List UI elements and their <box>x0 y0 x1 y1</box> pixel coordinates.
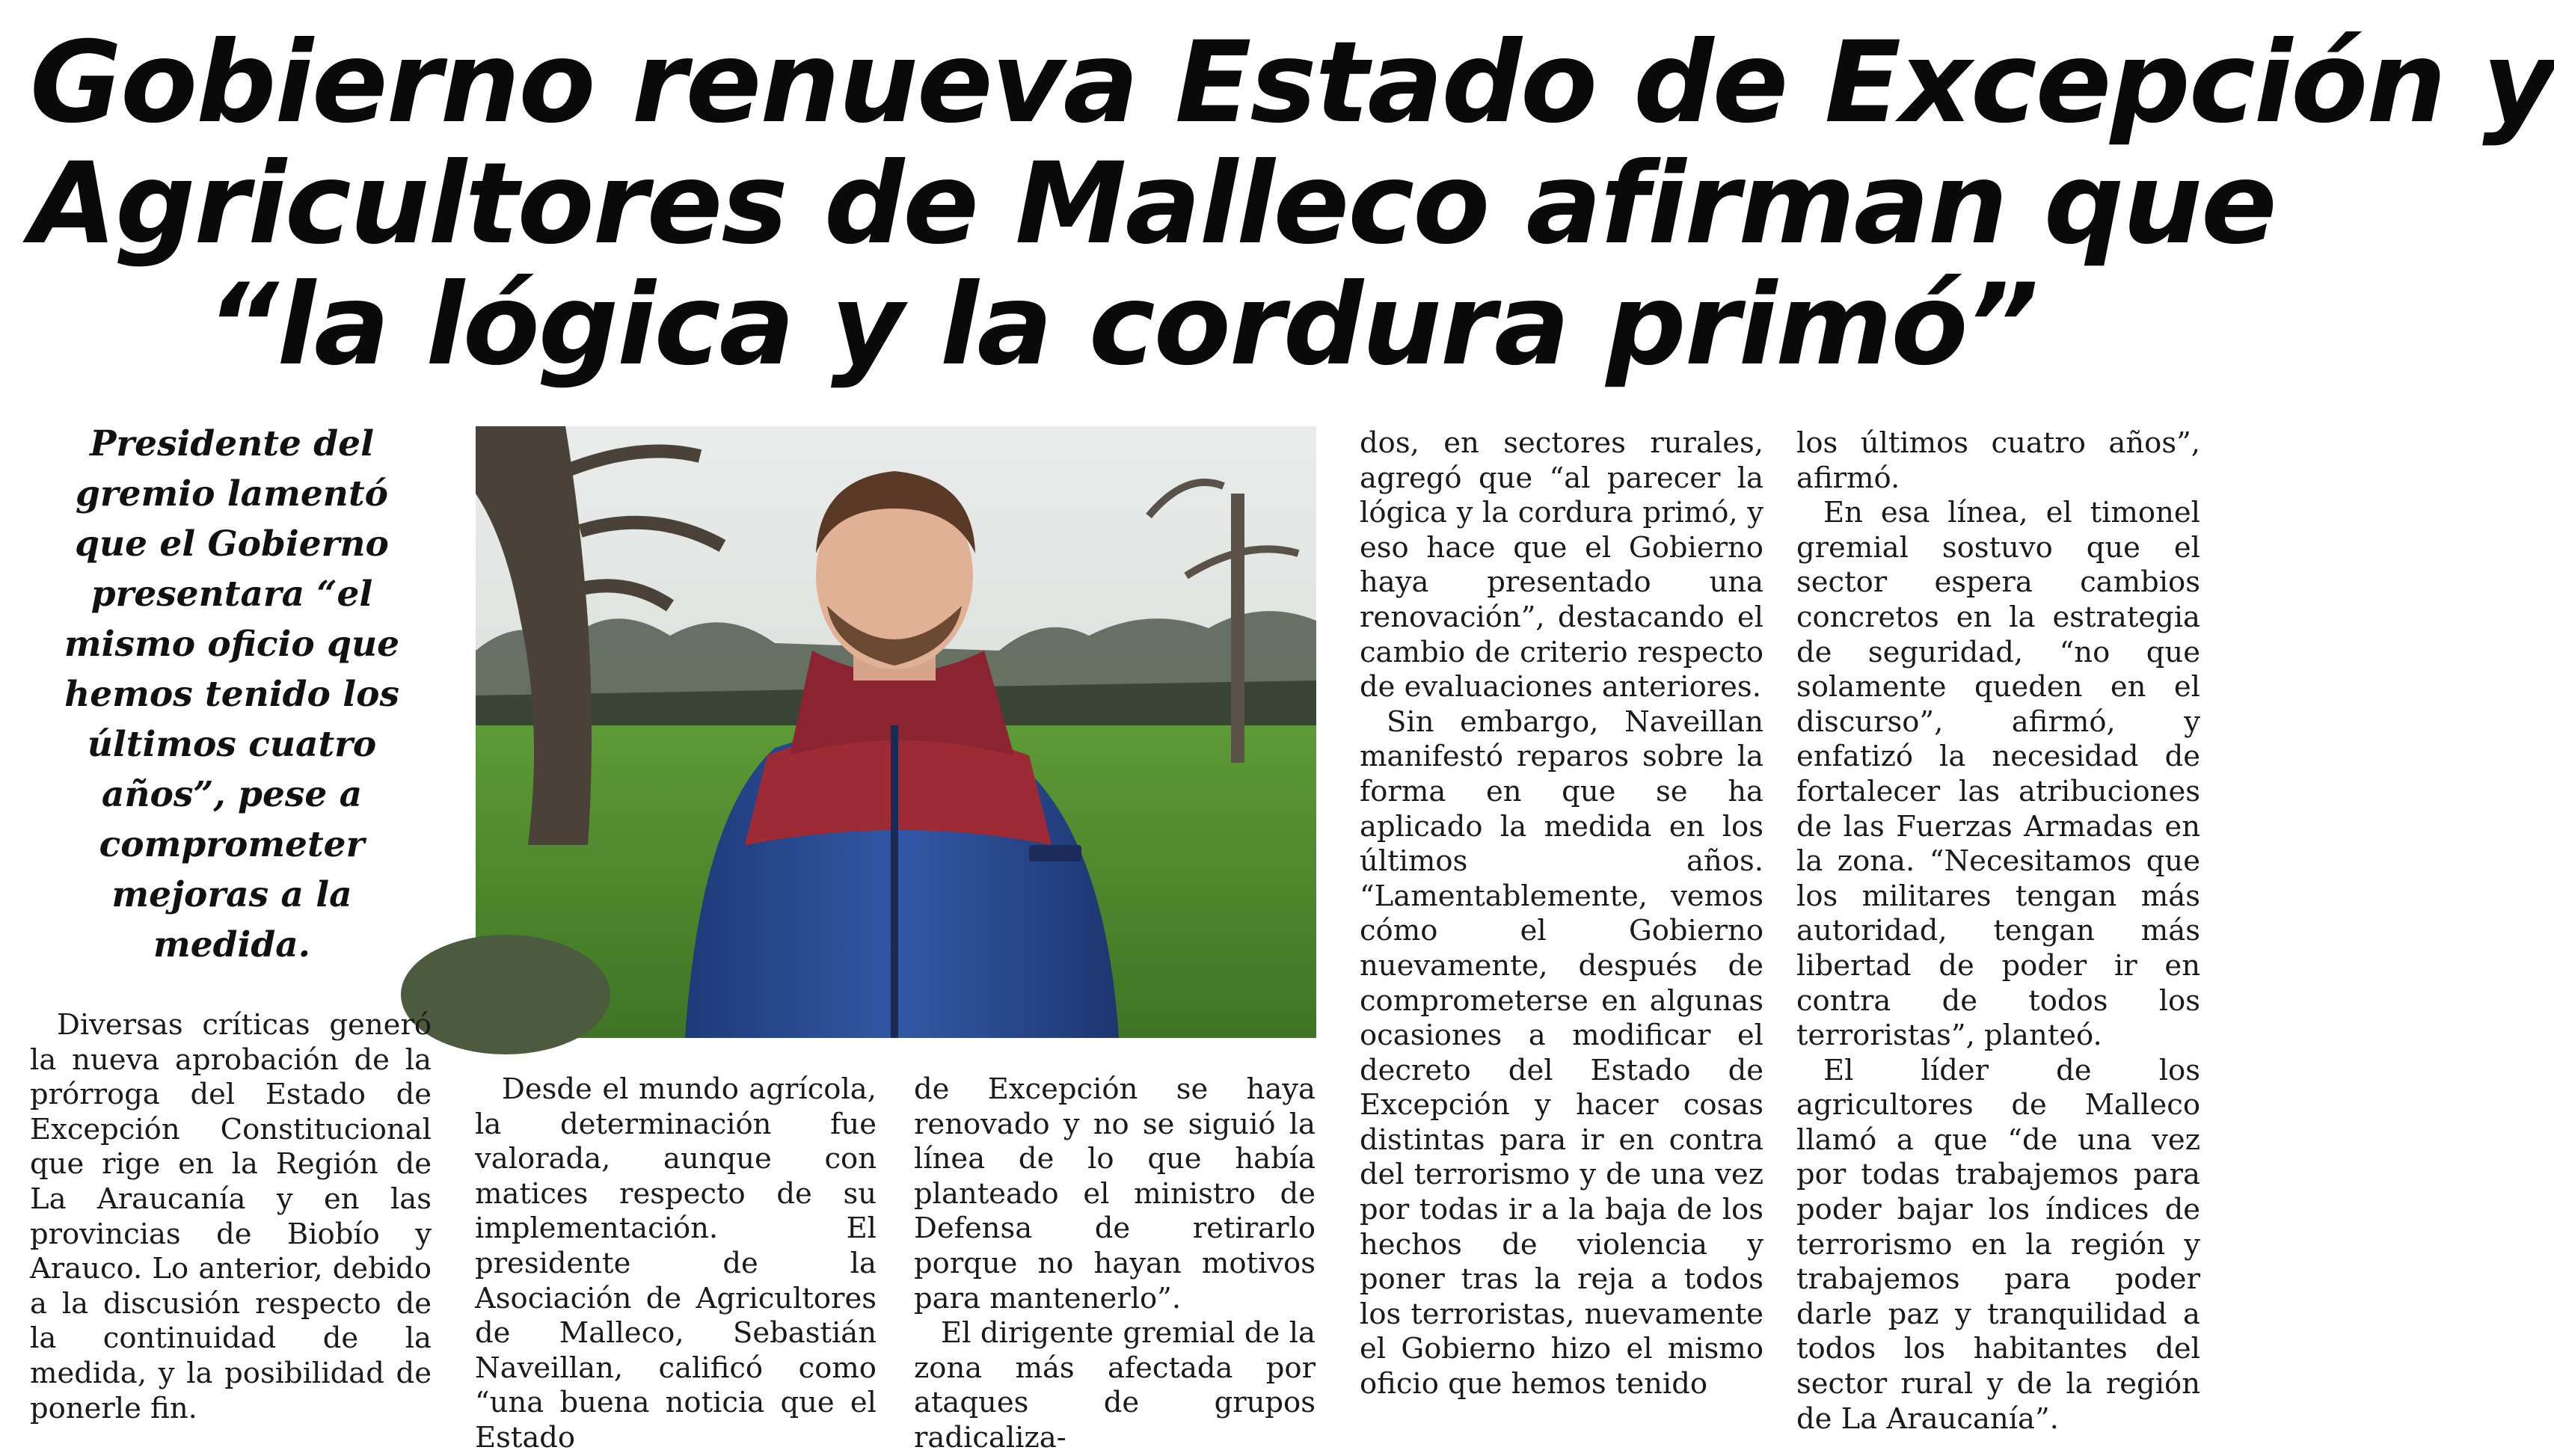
headline-line-3: “la lógica y la cordura primó” <box>206 260 2038 390</box>
paragraph: El dirigente gremial de la zona más afectada por ataques de grupos radicaliza- <box>914 1316 1316 1455</box>
deck-subheadline: Presidente del gremio lamentó que el Gobierno presentara “el mismo oficio que hemos tenido los últimos cuatro años”, pese a comprometer mejoras a la medida. <box>64 423 400 965</box>
article-photo <box>476 426 1316 1038</box>
article-column-3 <box>914 1072 1316 1456</box>
article-column-2 <box>475 1072 877 1456</box>
paragraph: Diversas críticas generó la nueva aprobación de la prórroga del Estado de Excepción Constitucional que rige en la Región de La Araucanía y en las provincias de Biobío y Arauco. Lo anterior, debido a la discusión respecto de la continuidad de la medida, y la posibilidad de ponerle fin. <box>30 1008 432 1425</box>
paragraph: dos, en sectores rurales, agregó que “al parecer la lógica y la cordura primó, y eso hace que el Gobierno haya presentado una renovación”, destacando el cambio de criterio respecto de evaluaciones anteriores. <box>1360 426 1763 704</box>
paragraph: Sin embargo, Naveillan manifestó reparos sobre la forma en que se ha aplicado la medida en los últimos años. “Lamentablemente, vemos cómo el Gobierno nuevamente, después de comprometerse en algunas ocasiones a modificar el decreto del Estado de Excepción y hacer cosas distintas para ir en contra del terrorismo y de una vez por todas ir a la baja de los hechos de violencia y poner tras la reja a todos los terroristas, nuevamente el Gobierno hizo el mismo oficio que hemos tenido <box>1360 704 1763 1401</box>
paragraph: los últimos cuatro años”, afirmó. <box>1796 426 2200 495</box>
article-column-1 <box>30 1008 432 1426</box>
paragraph: de Excepción se haya renovado y no se siguió la línea de lo que había planteado el ministro de Defensa de retirarlo porque no hayan motivos para mantenerlo”. <box>914 1072 1316 1315</box>
headline <box>30 18 2554 390</box>
paragraph: En esa línea, el timonel gremial sostuvo que el sector espera cambios concretos en la estrategia de seguridad, “no que solamente queden en el discurso”, afirmó, y enfatizó la necesidad de fortalecer las atribuciones de las Fuerzas Armadas en la zona. “Necesitamos que los militares tengan más autoridad, tengan más libertad de poder ir en contra de todos los terroristas”, planteó. <box>1796 496 2200 1053</box>
article-column-5 <box>1796 426 2200 1437</box>
paragraph: El líder de los agricultores de Malleco llamó a que “de una vez por todas trabajemos para poder bajar los índices de terrorismo en la región y trabajemos para poder darle paz y tranquilidad a todos los habitantes del sector rural y de la región de La Araucanía”. <box>1796 1053 2200 1436</box>
paragraph: Desde el mundo agrícola, la determinación fue valorada, aunque con matices respecto de su implementación. El presidente de la Asociación de Agricultores de Malleco, Sebastián Naveillan, calificó como “una buena noticia que el Estado <box>475 1072 877 1455</box>
article-column-4 <box>1360 426 1763 1402</box>
headline-line-1: Gobierno renueva Estado de Excepción y <box>30 18 2554 148</box>
headline-line-2: Agricultores de Malleco afirman que <box>30 139 2276 269</box>
photo-illustration <box>476 426 1316 1038</box>
